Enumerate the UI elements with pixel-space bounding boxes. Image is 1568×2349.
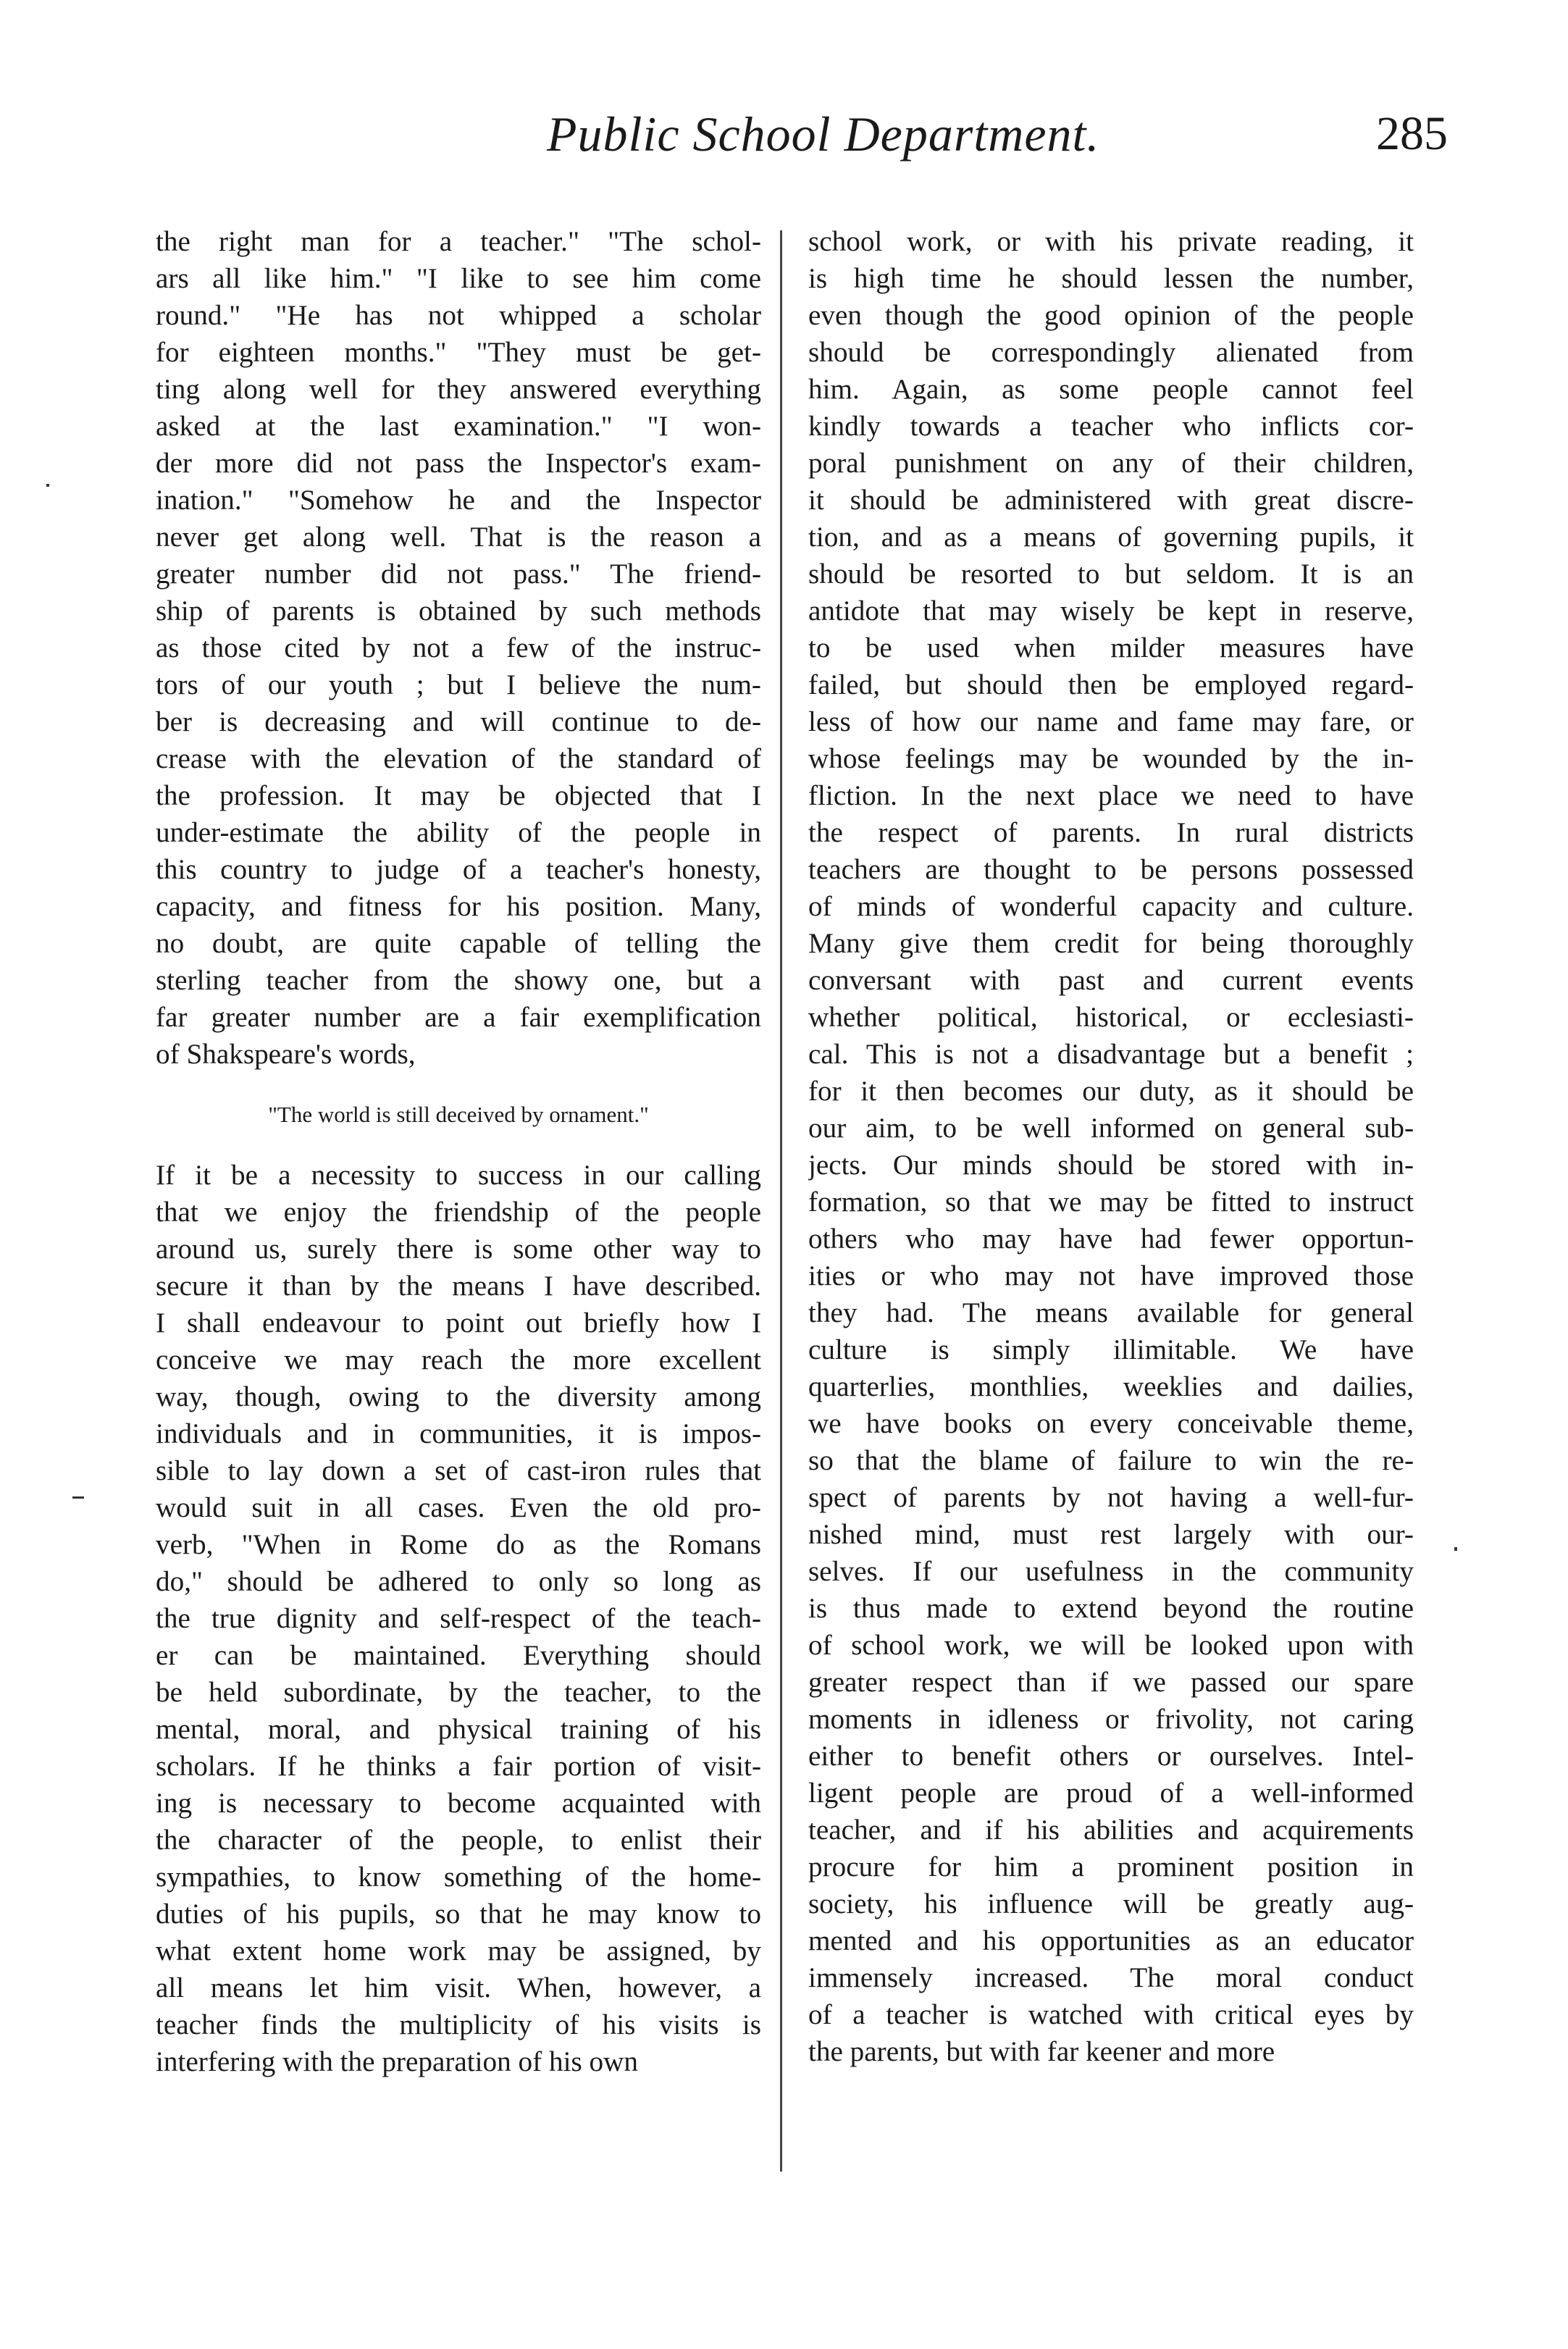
text-line: be held subordinate, by the teacher, to the <box>156 1677 761 1708</box>
text-line: whose feelings may be wounded by the in- <box>808 743 1414 774</box>
text-line: der more did not pass the Inspector's exam- <box>156 448 761 479</box>
text-line: him. Again, as some people cannot feel <box>808 374 1414 405</box>
text-line: duties of his pupils, so that he may know to <box>156 1898 761 1930</box>
text-line: ination." "Somehow he and the Inspector <box>156 485 761 516</box>
text-line: as those cited by not a few of the instruc- <box>156 632 761 663</box>
text-line: that we enjoy the friendship of the people <box>156 1197 761 1228</box>
text-line: others who may have had fewer opportun- <box>808 1223 1414 1255</box>
text-line: jects. Our minds should be stored with in- <box>808 1150 1414 1181</box>
text-line: greater respect than if we passed our spare <box>808 1667 1414 1698</box>
text-line: Many give them credit for being thoroughly <box>808 928 1414 959</box>
text-line: er can be maintained. Everything should <box>156 1640 761 1671</box>
text-line: the character of the people, to enlist their <box>156 1825 761 1856</box>
text-line: kindly towards a teacher who inflicts cor- <box>808 411 1414 442</box>
text-line: immensely increased. The moral conduct <box>808 1962 1414 1993</box>
text-line: we have books on every conceivable theme, <box>808 1408 1414 1439</box>
text-line: ting along well for they answered everything <box>156 374 761 405</box>
text-line: way, though, owing to the diversity among <box>156 1381 761 1412</box>
block-quote: "The world is still deceived by ornament." <box>268 1102 649 1127</box>
text-line: so that the blame of failure to win the re- <box>808 1445 1414 1476</box>
text-line: tion, and as a means of governing pupils, it <box>808 522 1414 553</box>
text-line: If it be a necessity to success in our calling <box>156 1160 761 1191</box>
text-line: crease with the elevation of the standard of <box>156 743 761 774</box>
text-line: selves. If our usefulness in the community <box>808 1556 1414 1587</box>
text-line: is high time he should lessen the number, <box>808 263 1414 294</box>
text-line: formation, so that we may be fitted to instruct <box>808 1186 1414 1218</box>
left-column-text-after-quote <box>156 1157 761 2080</box>
text-line: ligent people are proud of a well-informed <box>808 1778 1414 1809</box>
text-line: nished mind, must rest largely with our- <box>808 1519 1414 1550</box>
text-line: under-estimate the ability of the people in <box>156 817 761 848</box>
margin-speck <box>72 1496 84 1499</box>
text-line: moments in idleness or frivolity, not caring <box>808 1704 1414 1735</box>
text-line: they had. The means available for general <box>808 1297 1414 1328</box>
text-line: culture is simply illimitable. We have <box>808 1334 1414 1365</box>
text-line: the respect of parents. In rural districts <box>808 817 1414 848</box>
text-line: greater number did not pass." The friend- <box>156 558 761 590</box>
text-line: ber is decreasing and will continue to de- <box>156 706 761 737</box>
text-line: of minds of wonderful capacity and culture. <box>808 891 1414 922</box>
text-line: our aim, to be well informed on general sub- <box>808 1113 1414 1144</box>
text-line: teacher, and if his abilities and acquirements <box>808 1814 1414 1846</box>
text-line: what extent home work may be assigned, by <box>156 1935 761 1967</box>
text-line: interfering with the preparation of his own <box>156 2046 638 2077</box>
text-line: even though the good opinion of the people <box>808 300 1414 331</box>
text-line: of school work, we will be looked upon with <box>808 1630 1414 1661</box>
margin-speck <box>1454 1547 1457 1551</box>
text-line: cal. This is not a disadvantage but a benefit ; <box>808 1039 1414 1070</box>
text-line: do," should be adhered to only so long as <box>156 1566 761 1597</box>
text-line: should be resorted to but seldom. It is an <box>808 558 1414 590</box>
left-column <box>156 223 761 2080</box>
text-line: teacher finds the multiplicity of his visits is <box>156 2009 761 2040</box>
text-line: sible to lay down a set of cast-iron rules that <box>156 1455 761 1486</box>
text-line: would suit in all cases. Even the old pro- <box>156 1492 761 1523</box>
text-line: society, his influence will be greatly aug- <box>808 1888 1414 1919</box>
page-number: 285 <box>1376 107 1448 160</box>
text-line: tors of our youth ; but I believe the num- <box>156 669 761 700</box>
text-line: less of how our name and fame may fare, or <box>808 706 1414 737</box>
text-line: for it then becomes our duty, as it should be <box>808 1076 1414 1107</box>
text-line: ars all like him." "I like to see him come <box>156 263 761 294</box>
text-line: either to benefit others or ourselves. Intel- <box>808 1741 1414 1772</box>
text-line: never get along well. That is the reason a <box>156 522 761 553</box>
text-line: mental, moral, and physical training of his <box>156 1714 761 1745</box>
text-line: to be used when milder measures have <box>808 632 1414 663</box>
text-line: around us, surely there is some other way to <box>156 1234 761 1265</box>
text-line: mented and his opportunities as an educator <box>808 1925 1414 1956</box>
text-line: ing is necessary to become acquainted with <box>156 1788 761 1819</box>
left-column-text-before-quote <box>156 223 761 1073</box>
running-head <box>0 101 1568 174</box>
text-line: the true dignity and self-respect of the teach- <box>156 1603 761 1634</box>
right-column-text <box>808 223 1414 2070</box>
text-line: school work, or with his private reading, it <box>808 226 1414 257</box>
text-line: verb, "When in Rome do as the Romans <box>156 1529 761 1560</box>
text-line: of a teacher is watched with critical eyes by <box>808 1999 1414 2030</box>
text-line: of Shakspeare's words, <box>156 1039 416 1070</box>
text-line: for eighteen months." "They must be get- <box>156 337 761 368</box>
text-line: capacity, and fitness for his position. Many, <box>156 891 761 922</box>
text-line: the profession. It may be objected that I <box>156 780 761 811</box>
text-line: no doubt, are quite capable of telling the <box>156 928 761 959</box>
column-divider <box>780 230 782 2172</box>
text-line: conceive we may reach the more excellent <box>156 1344 761 1376</box>
text-line: the parents, but with far keener and more <box>808 2036 1275 2067</box>
text-line: antidote that may wisely be kept in reserve, <box>808 595 1414 627</box>
text-line: sympathies, to know something of the home- <box>156 1862 761 1893</box>
text-line: asked at the last examination." "I won- <box>156 411 761 442</box>
text-line: fliction. In the next place we need to have <box>808 780 1414 811</box>
text-line: teachers are thought to be persons possessed <box>808 854 1414 885</box>
text-line: is thus made to extend beyond the routine <box>808 1593 1414 1624</box>
text-line: it should be administered with great discre- <box>808 485 1414 516</box>
text-line: procure for him a prominent position in <box>808 1851 1414 1883</box>
text-line: individuals and in communities, it is impos- <box>156 1418 761 1449</box>
text-line: sterling teacher from the showy one, but a <box>156 965 761 996</box>
text-line: all means let him visit. When, however, a <box>156 1972 761 2003</box>
text-line: secure it than by the means I have described. <box>156 1270 761 1302</box>
text-line: scholars. If he thinks a fair portion of visit- <box>156 1751 761 1782</box>
text-line: the right man for a teacher." "The schol- <box>156 226 761 257</box>
page-title: Public School Department. <box>547 106 1100 162</box>
text-line: spect of parents by not having a well-fur- <box>808 1482 1414 1513</box>
text-line: ities or who may not have improved those <box>808 1260 1414 1291</box>
text-line: round." "He has not whipped a scholar <box>156 300 761 331</box>
text-line: this country to judge of a teacher's honesty, <box>156 854 761 885</box>
text-line: should be correspondingly alienated from <box>808 337 1414 368</box>
right-column <box>808 223 1414 2070</box>
text-line: failed, but should then be employed regard- <box>808 669 1414 700</box>
text-line: conversant with past and current events <box>808 965 1414 996</box>
text-line: quarterlies, monthlies, weeklies and dailies, <box>808 1371 1414 1402</box>
text-line: I shall endeavour to point out briefly how I <box>156 1307 761 1339</box>
text-line: ship of parents is obtained by such methods <box>156 595 761 627</box>
text-line: whether political, historical, or ecclesiasti- <box>808 1002 1414 1033</box>
text-line: far greater number are a fair exemplification <box>156 1002 761 1033</box>
margin-speck <box>46 484 49 487</box>
text-line: poral punishment on any of their children, <box>808 448 1414 479</box>
